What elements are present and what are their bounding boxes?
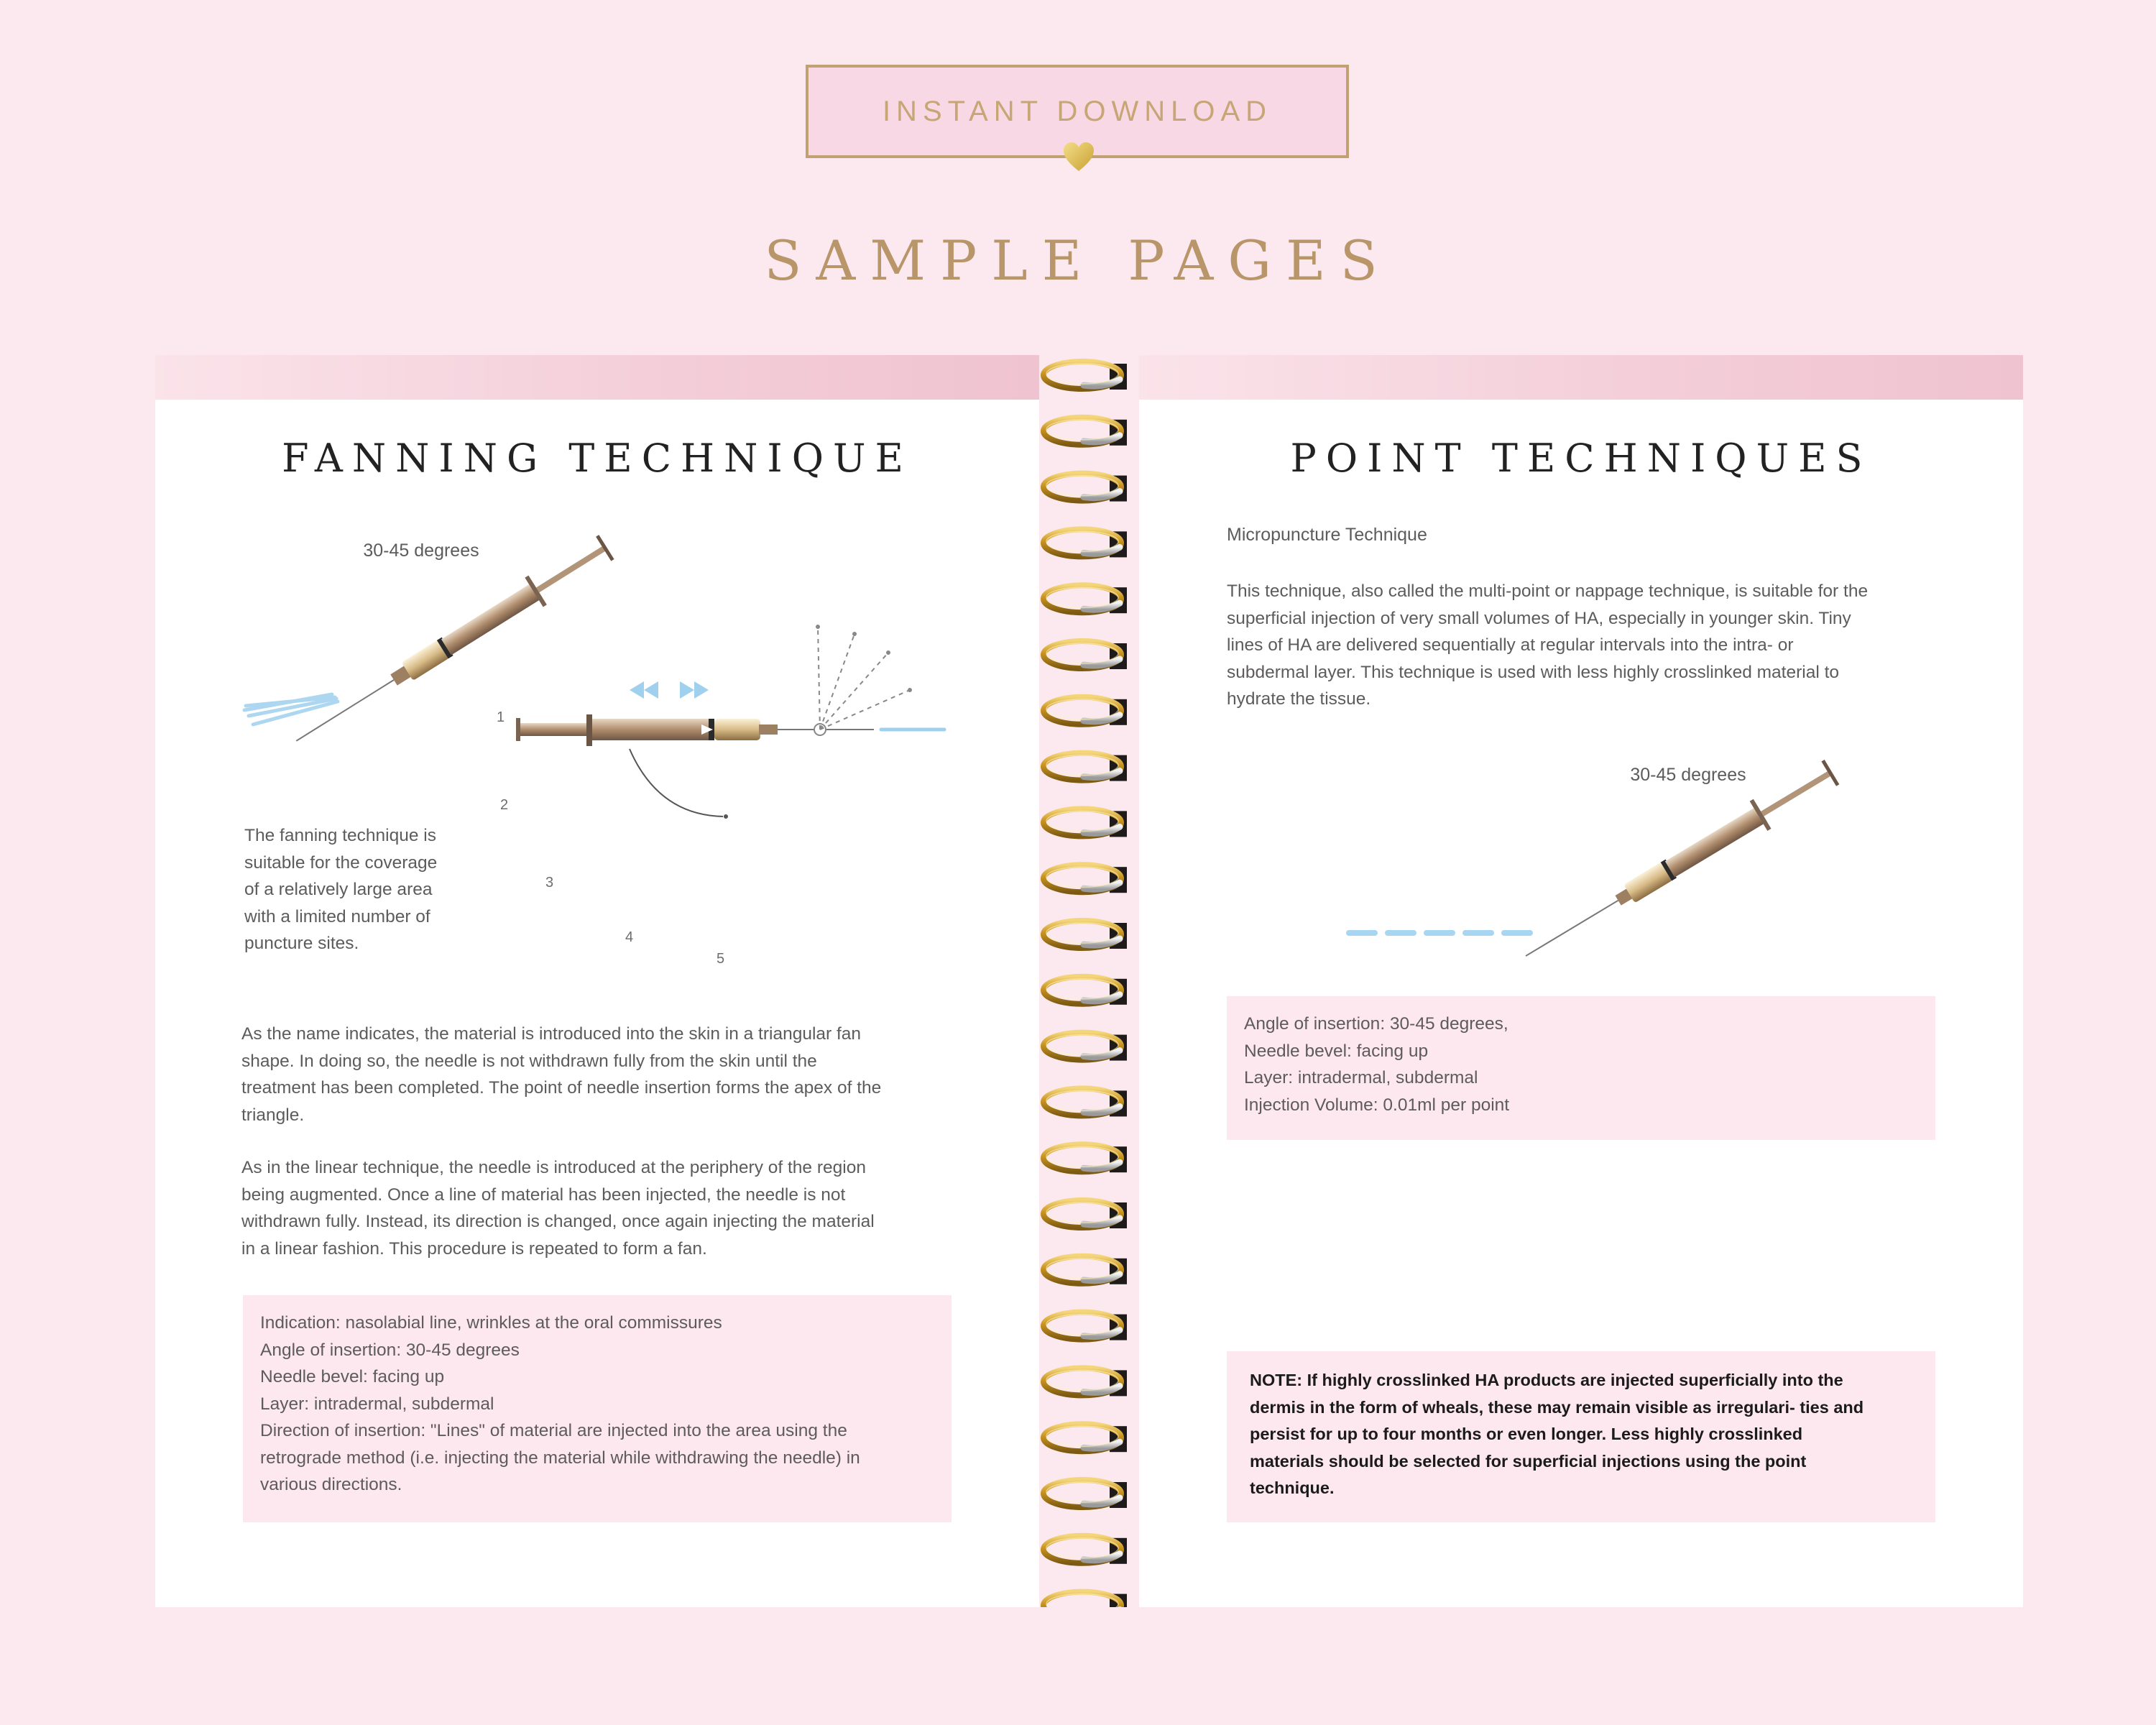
spiral-ring-icon <box>1044 1200 1127 1228</box>
step-number: 4 <box>625 929 634 945</box>
spiral-ring-icon <box>1044 362 1127 390</box>
step-number: 1 <box>497 709 505 725</box>
step-number: 2 <box>500 797 509 813</box>
heart-icon <box>1062 141 1095 174</box>
micropuncture-subtitle: Micropuncture Technique <box>1227 525 1427 545</box>
step-number: 3 <box>545 875 554 891</box>
point-paragraph: This technique, also called the multi-point or nappage technique, is suitable for the superficial injection of very small volumes of HA, especially in younger skin. Tiny lines of HA are delivered sequentially at regular intervals into the intra- or subdermal layer. This technique is used with less highly crosslinked material to hydrate the tissue. <box>1227 581 1869 709</box>
arrow-right-icon <box>680 681 709 699</box>
spiral-ring-icon <box>1044 1144 1127 1172</box>
fanning-info-box: Indication: nasolabial line, wrinkles at the oral commissures Angle of insertion: 30-45 degrees Needle bevel: facing up Layer: intradermal, subdermal Direction of insertion: "Lines" of material are injected into the area using the retrograde method (i.e. injecting the material while withdrawing the needle) in various directions. <box>243 1295 952 1522</box>
spiral-ring-icon <box>1044 809 1127 837</box>
spiral-ring-icon <box>1044 1480 1127 1508</box>
spiral-ring-icon <box>1044 753 1127 781</box>
spiral-ring-icon <box>1044 418 1127 446</box>
spiral-ring-icon <box>1044 1256 1127 1284</box>
spiral-ring-icon <box>1044 585 1127 613</box>
spiral-rings <box>1039 355 1139 1607</box>
spiral-ring-icon <box>1044 1536 1127 1564</box>
point-illustration <box>1139 355 2023 1002</box>
curve-arrow <box>630 749 723 816</box>
syringe-horizontal-icon <box>516 714 944 746</box>
sample-pages-title: SAMPLE PAGES <box>764 229 1392 293</box>
right-page <box>1139 355 2023 1607</box>
spiral-ring-icon <box>1044 865 1127 893</box>
spiral-ring-icon <box>1044 1424 1127 1452</box>
spiral-ring-icon <box>1044 921 1127 949</box>
spiral-binding <box>1039 355 1139 1607</box>
filler-streaks <box>244 694 338 724</box>
left-angle-label: 30-45 degrees <box>363 540 479 561</box>
spiral-ring-icon <box>1044 1088 1127 1116</box>
spiral-ring-icon <box>1044 474 1127 502</box>
arrow-left-icon <box>630 681 658 699</box>
syringe-icon <box>287 533 616 755</box>
step-number: 5 <box>717 951 725 967</box>
fan-lines <box>818 627 910 730</box>
point-info-box: Angle of insertion: 30-45 degrees, Needle bevel: facing up Layer: intradermal, subdermal Injection Volume: 0.01ml per point <box>1227 996 1935 1140</box>
fanning-paragraph-2: As in the linear technique, the needle is introduced at the periphery of the region being augmented. Once a line of material has been injected, the needle is not withdrawn fully. Instead, its direction is changed, once again injecting the material in a linear fashion. This procedure is repeated to form a fan. <box>241 1158 875 1259</box>
right-angle-label: 30-45 degrees <box>1630 765 1746 785</box>
spiral-ring-icon <box>1044 1368 1127 1396</box>
fanning-paragraph-1: As the name indicates, the material is introduced into the skin in a triangular fan shape. In doing so, the needle is not withdrawn fully from the skin until the treatment has been completed. The point of needle insertion forms the apex of the triangle. <box>241 1024 882 1125</box>
instant-download-label: INSTANT DOWNLOAD <box>882 95 1273 127</box>
right-page-title: POINT TECHNIQUES <box>1290 436 1872 481</box>
spiral-ring-icon <box>1044 1033 1127 1061</box>
spiral-ring-icon <box>1044 697 1127 725</box>
spiral-ring-icon <box>1044 1312 1127 1340</box>
spiral-ring-icon <box>1044 1592 1127 1607</box>
spiral-ring-icon <box>1044 529 1127 557</box>
spiral-ring-icon <box>1044 641 1127 669</box>
syringe-icon <box>1517 758 1841 971</box>
note-box: NOTE: If highly crosslinked HA products are injected superficially into the dermis in the form of wheals, these may remain visible as irregulari- ties and persist for up to four months or even longer. Less highly crosslinked materials should be selected for superficial injections using the point technique. <box>1227 1351 1935 1522</box>
left-page-title: FANNING TECHNIQUE <box>282 436 913 481</box>
spiral-ring-icon <box>1044 977 1127 1005</box>
left-page <box>155 355 1039 1607</box>
fanning-intro: The fanning technique is suitable for the coverage of a relatively large area with a limited number of puncture sites. <box>244 826 438 953</box>
